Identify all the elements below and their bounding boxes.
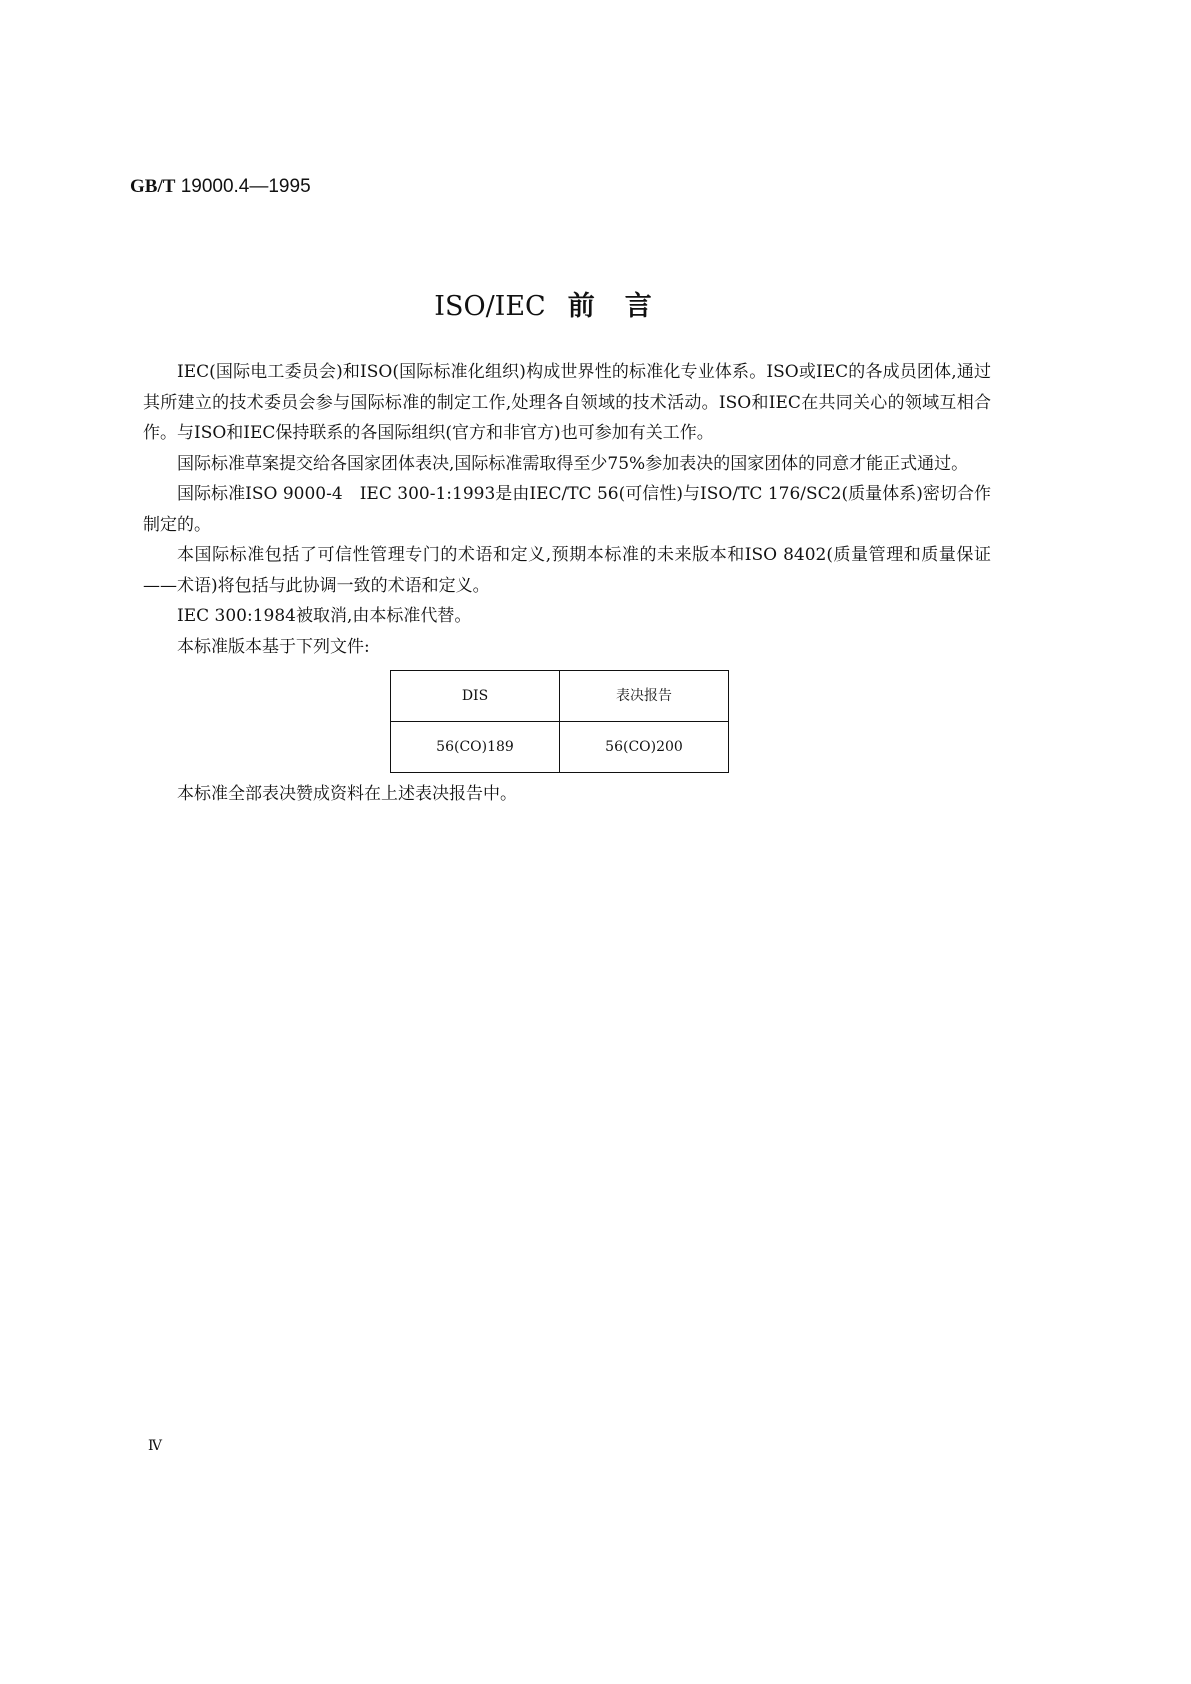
title-cn: 前言 — [567, 291, 682, 322]
title-latin: ISO/IEC — [434, 291, 546, 322]
table-cell: 56(CO)200 — [560, 722, 729, 773]
code-number: 19000.4—1995 — [180, 176, 311, 197]
header-cell: DIS — [391, 671, 560, 722]
documents-table — [390, 670, 729, 773]
paragraph: IEC(国际电工委员会)和ISO(国际标准化组织)构成世界性的标准化专业体系。ISO或IEC的各成员团体,通过其所建立的技术委员会参与国际标准的制定工作,处理各自领域的技术活动。ISO和IEC在共同关心的领域互相合作。与ISO和IEC保持联系的各国际组织(官方和非官方)也可参加有关工作。 — [143, 362, 991, 443]
body-text — [143, 357, 991, 810]
table-header-row — [391, 671, 729, 722]
paragraph: 国际标准草案提交给各国家团体表决,国际标准需取得至少75%参加表决的国家团体的同意才能正式通过。 — [177, 453, 969, 474]
code-prefix: GB/T — [130, 176, 176, 197]
paragraph: 本标准版本基于下列文件: — [177, 636, 370, 657]
standard-code — [130, 176, 311, 198]
page-title — [0, 284, 1116, 323]
closing-paragraph: 本标准全部表决赞成资料在上述表决报告中。 — [177, 784, 517, 804]
page-number: Ⅳ — [148, 1438, 162, 1454]
table-cell: 56(CO)189 — [391, 722, 560, 773]
paragraph: 国际标准ISO 9000-4 IEC 300-1:1993是由IEC/TC 56(可信性)与ISO/TC 176/SC2(质量体系)密切合作制定的。 — [143, 484, 991, 535]
paragraph: IEC 300:1984被取消,由本标准代替。 — [177, 606, 472, 626]
paragraph: 本国际标准包括了可信性管理专门的术语和定义,预期本标准的未来版本和ISO 8402(质量管理和质量保证——术语)将包括与此协调一致的术语和定义。 — [143, 545, 991, 596]
header-cell: 表决报告 — [560, 671, 729, 722]
table-row — [391, 722, 729, 773]
